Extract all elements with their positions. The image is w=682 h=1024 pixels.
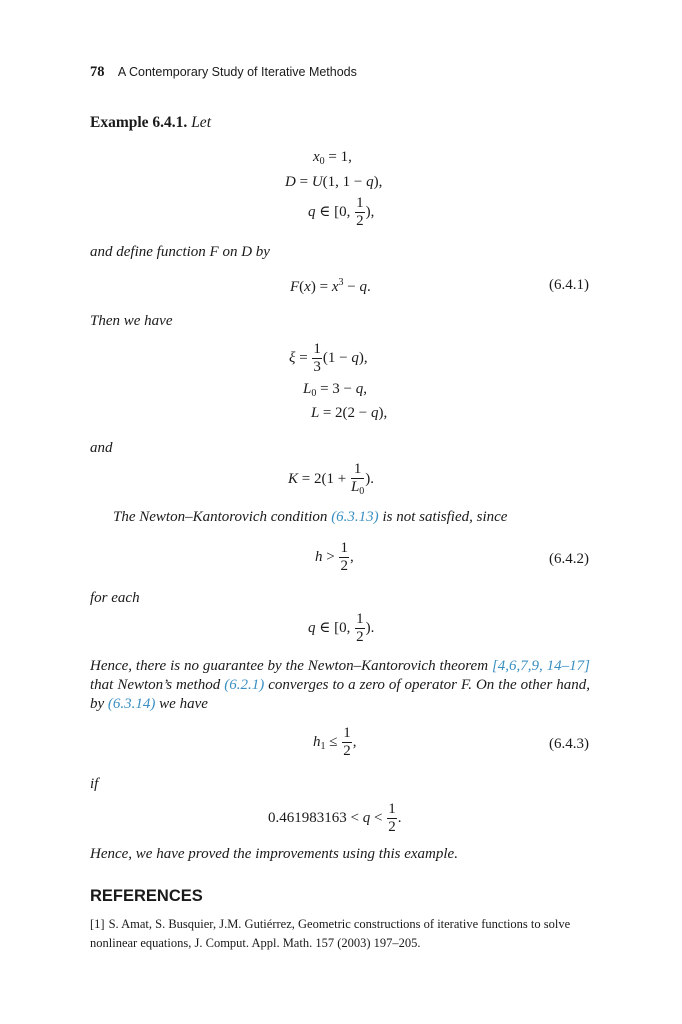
- text-and: and: [90, 440, 113, 456]
- equation-number-1: (6.4.1): [549, 277, 589, 293]
- example-intro: Let: [191, 114, 211, 131]
- example-heading: [90, 114, 211, 132]
- text-nk-condition: [113, 509, 507, 526]
- hence1-text-a: Hence, there is no guarantee by the Newton–Kantorovich theorem: [90, 658, 489, 674]
- paragraph-hence-1: [90, 657, 590, 714]
- link-refs-theorem[interactable]: [492, 658, 590, 674]
- equation-number-3: (6.4.3): [549, 736, 589, 752]
- example-label: Example 6.4.1.: [90, 114, 188, 131]
- page-number: 78: [90, 64, 105, 80]
- equation-h: h > $\frac{1}{2}$ ,: [315, 540, 354, 574]
- reference-item: [90, 915, 590, 953]
- hence1-text-b: that Newton’s method: [90, 677, 221, 693]
- refs-part-1: [4,6,7,9,: [491, 658, 543, 674]
- text-for-each: for each: [90, 590, 140, 606]
- text-define: and define function F on D by: [90, 244, 270, 260]
- running-header: [90, 64, 357, 81]
- hence1-text-d: we have: [159, 696, 208, 712]
- equation-F: $F(x) = x^3 - q$.: [290, 277, 371, 295]
- link-6-3-13[interactable]: (6.3.13): [331, 509, 379, 525]
- equation-K: K = 2(1 + $\frac{1}{L_0}$ ).: [288, 461, 375, 497]
- equation-q-bound: 0.461983163 < q < $\frac{1}{2}$ .: [268, 801, 402, 835]
- threshold-value: 0.461983163: [268, 809, 347, 826]
- equation-x0: $x_0 = 1$,: [313, 149, 352, 167]
- reference-number: [1]: [90, 917, 105, 931]
- text-if: if: [90, 776, 99, 792]
- equation-h1: $h_1$ ≤ $\frac{1}{2}$ ,: [313, 725, 357, 759]
- equation-domain: D = U(1, 1 − q),: [285, 174, 383, 190]
- equation-q-range-1: q ∈ [0, $\frac{1}{2}$ ),: [308, 195, 375, 229]
- link-6-3-14[interactable]: (6.3.14): [107, 696, 156, 712]
- equation-L0: $L_0 = 3 - q$,: [303, 381, 368, 399]
- running-title: A Contemporary Study of Iterative Methods: [117, 65, 357, 79]
- equation-L: L = 2(2 − q),: [311, 405, 388, 421]
- text-then: Then we have: [90, 313, 173, 329]
- nk-text-pre: The Newton–Kantorovich condition: [113, 509, 328, 525]
- equation-xi: ξ = $\frac{1}{3}$ (1 − q),: [289, 341, 368, 375]
- refs-part-2: 14–17]: [546, 658, 591, 674]
- equation-q-range-2: q ∈ [0, $\frac{1}{2}$ ).: [308, 611, 375, 645]
- paragraph-hence-2: Hence, we have proved the improvements using this example.: [90, 846, 458, 862]
- hence1-text-c: converges to a zero of operator F. On the other hand, by: [90, 677, 591, 712]
- reference-text: S. Amat, S. Busquier, J.M. Gutiérrez, Geometric constructions of iterative functions to solve nonlinear equations, J. Comput. Appl. Math. 157 (2003) 197–205.: [90, 917, 571, 950]
- link-6-2-1[interactable]: (6.2.1): [224, 677, 265, 693]
- equation-number-2: (6.4.2): [549, 551, 589, 567]
- references-heading: REFERENCES: [90, 887, 203, 905]
- nk-text-post: is not satisfied, since: [382, 509, 508, 525]
